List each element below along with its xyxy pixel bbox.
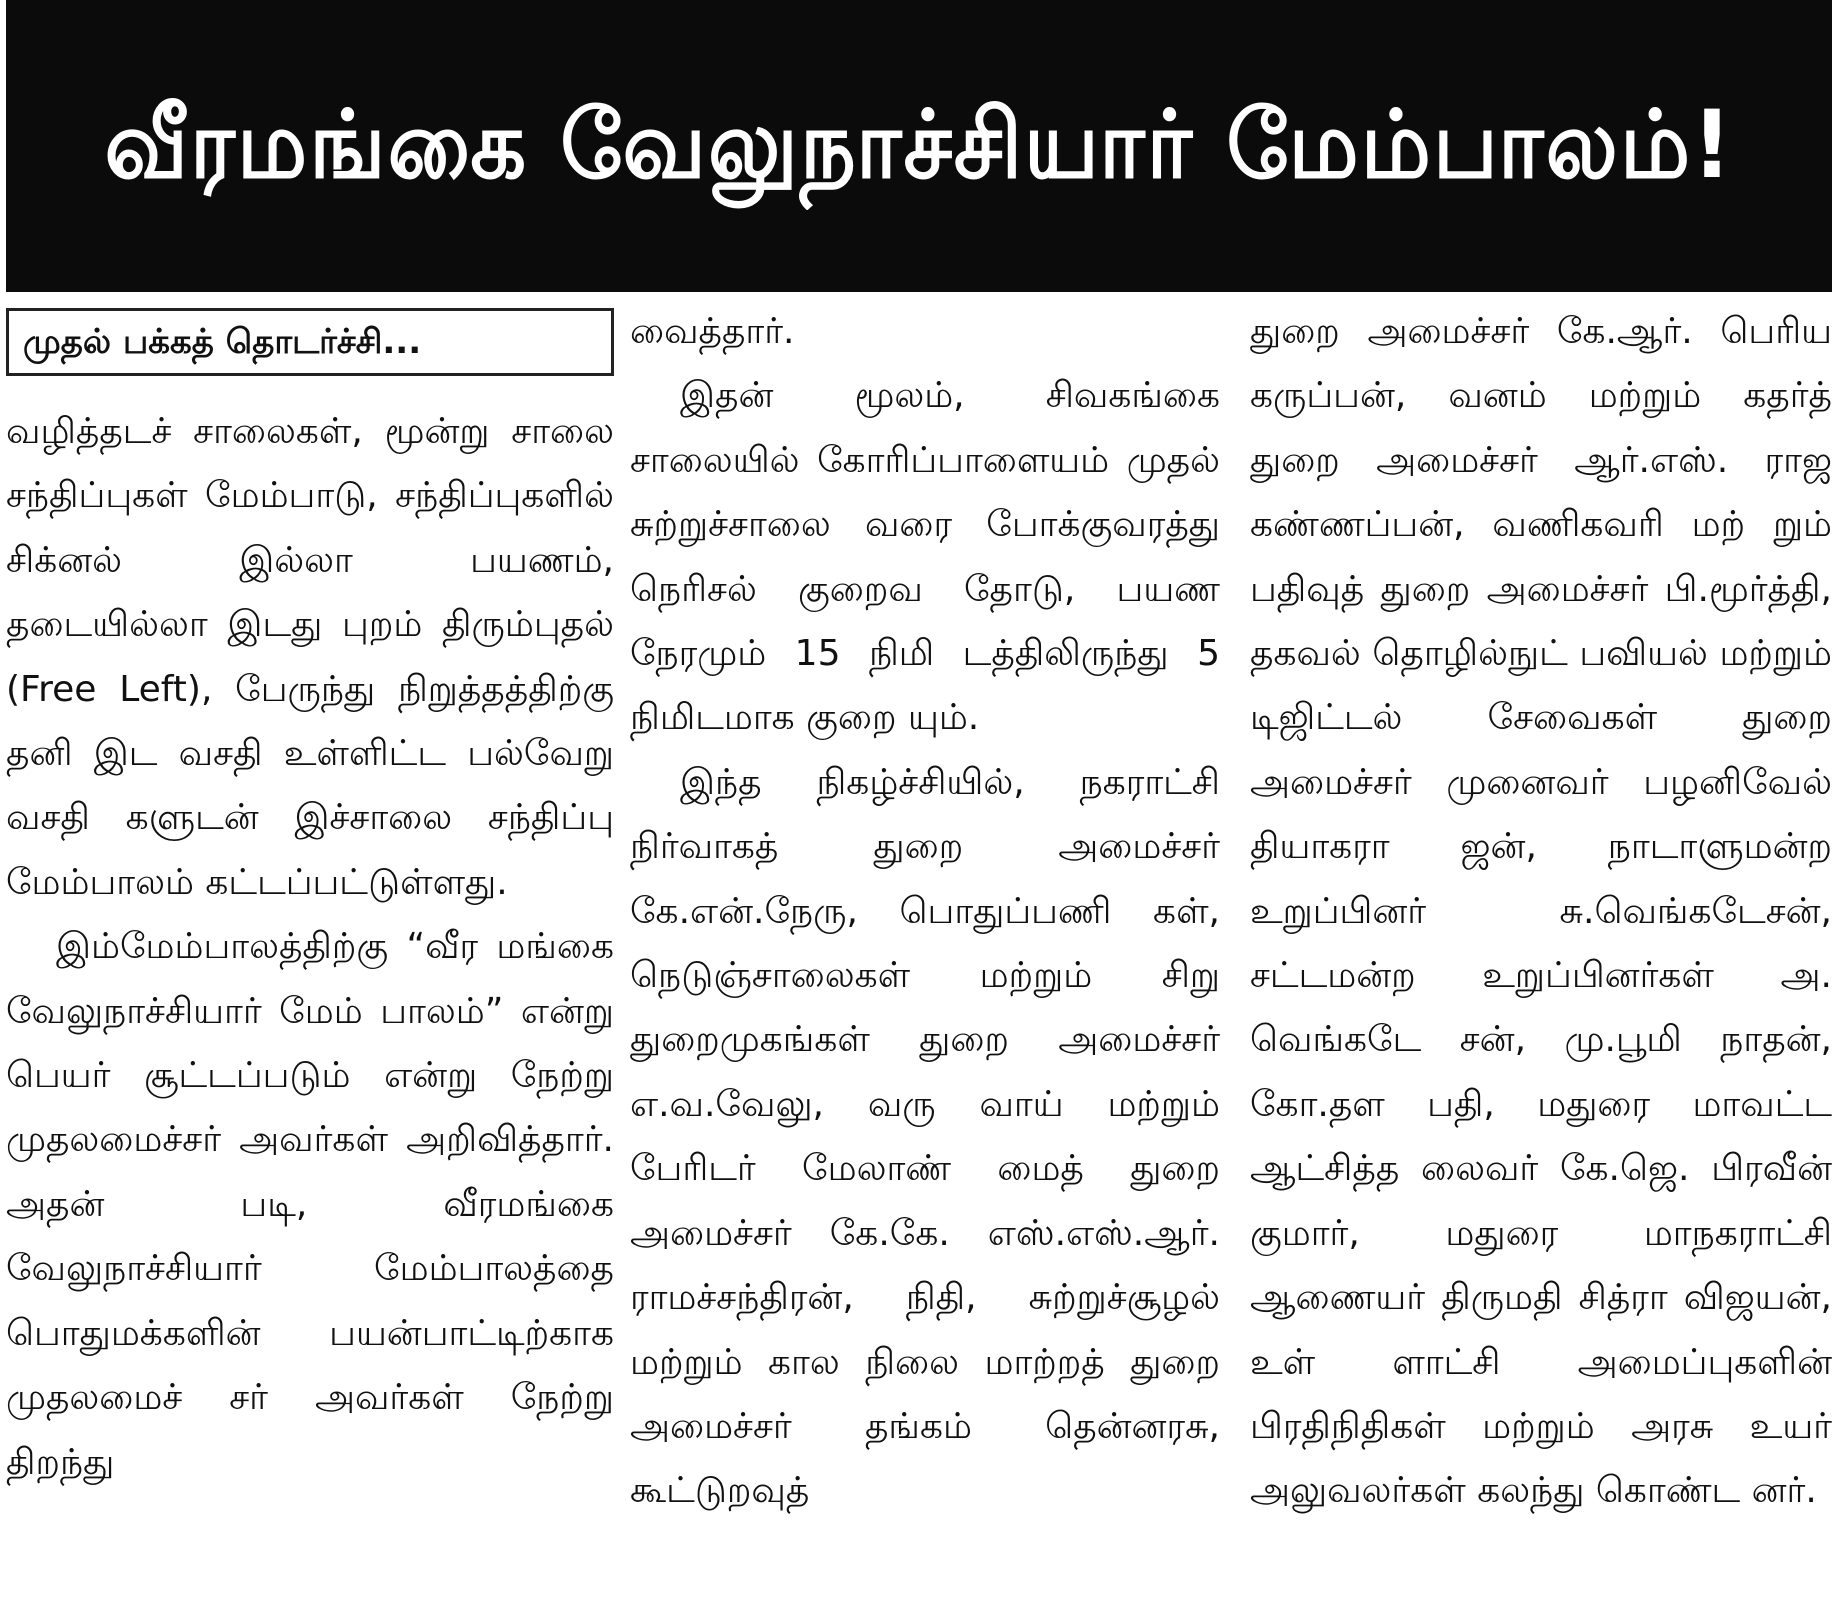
column-1 — [6, 308, 614, 1495]
paragraph: இந்த நிகழ்ச்சியில், நகராட்சி நிர்வாகத் துறை அமைச்சர் கே.என்.நேரு, பொதுப்பணி கள், நெடுஞ்சாலைகள் மற்றும் சிறு துறைமுகங்கள் துறை அமைச்சர் எ.வ.வேலு, வரு வாய் மற்றும் பேரிடர் மேலாண் மைத் துறை அமைச்சர் கே.கே. எஸ்.எஸ்.ஆர். ராமச்சந்திரன், நிதி, சுற்றுச்சூழல் மற்றும் கால நிலை மாற்றத் துறை அமைச்சர் தங்கம் தென்னரசு, கூட்டுறவுத் — [630, 761, 1220, 1512]
headline: வீரமங்கை வேலுநாச்சியார் மேம்பாலம்! — [104, 91, 1734, 200]
headline-banner — [6, 0, 1832, 292]
paragraph: துறை அமைச்சர் கே.ஆர். பெரிய கருப்பன், வனம் மற்றும் கதர்த் துறை அமைச்சர் ஆர்.எஸ். ராஜ கண்ணப்பன், வணிகவரி மற் றும் பதிவுத் துறை அமைச்சர் பி.மூர்த்தி, தகவல் தொழில்நுட் பவியல் மற்றும் டிஜிட்டல் சேவைகள் துறை அமைச்சர் முனைவர் பழனிவேல் தியாகரா ஜன், நாடாளுமன்ற உறுப்பினர் சு.வெங்கடேசன், சட்டமன்ற உறுப்பினர்கள் அ. வெங்கடே சன், மு.பூமி நாதன், கோ.தள பதி, மதுரை மாவட்ட ஆட்சித்த லைவர் கே.ஜெ. பிரவீன் குமார், மதுரை மாநகராட்சி ஆணையர் திருமதி சித்ரா விஜயன், உள் ளாட்சி அமைப்புகளின் பிரதிநிதிகள் மற்றும் அரசு உயர் அலுவலர்கள் கலந்து கொண்ட னர். — [1250, 311, 1832, 1512]
column-2 — [630, 300, 1220, 1524]
continued-label-text: முதல் பக்கத் தொடர்ச்சி... — [23, 321, 422, 362]
paragraph: வைத்தார். — [630, 311, 795, 352]
paragraph: இம்மேம்பாலத்திற்கு “வீர மங்கை வேலுநாச்சியார் மேம் பாலம்” என்று பெயர் சூட்டப்படும் என்று நேற்று முதலமைச்சர் அவர்கள் அறிவித்தார். அதன் படி, வீரமங்கை வேலுநாச்சியார் மேம்பாலத்தை பொதுமக்களின் பயன்பாட்டிற்காக முதலமைச் சர் அவர்கள் நேற்று திறந்து — [6, 926, 614, 1483]
paragraph: வழித்தடச் சாலைகள், மூன்று சாலை சந்திப்புகள் மேம்பாடு, சந்திப்புகளில் சிக்னல் இல்லா பயணம், தடையில்லா இடது புறம் திரும்புதல் (Free Left), பேருந்து நிறுத்தத்திற்கு தனி இட வசதி உள்ளிட்ட பல்வேறு வசதி களுடன் இச்சாலை சந்திப்பு மேம்பாலம் கட்டப்பட்டுள்ளது. — [6, 411, 614, 903]
continued-label — [6, 308, 614, 376]
column-3 — [1250, 300, 1832, 1524]
paragraph: இதன் மூலம், சிவகங்கை சாலையில் கோரிப்பாளையம் முதல் சுற்றுச்சாலை வரை போக்குவரத்து நெரிசல் குறைவ தோடு, பயண நேரமும் 15 நிமி டத்திலிருந்து 5 நிமிடமாக குறை யும். — [630, 375, 1220, 739]
